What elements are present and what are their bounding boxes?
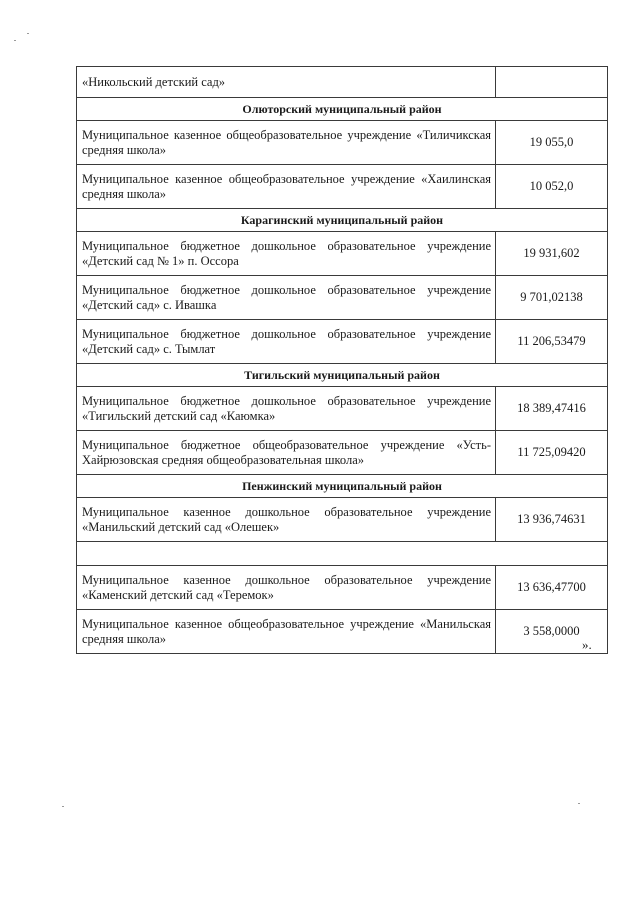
table-row [77,431,608,475]
table-row [77,232,608,276]
region-header-row [77,98,608,121]
institution-name: Муниципальное бюджетное дошкольное образовательное учреждение «Тигильский детский сад «Каюмка» [77,387,496,431]
institution-name: Муниципальное казенное общеобразовательное учреждение «Хаилинская средняя школа» [77,165,496,209]
scan-speck [578,803,580,804]
institution-name: Муниципальное бюджетное общеобразовательное учреждение «Усть-Хайрюзовская средняя общеобразовательная школа» [77,431,496,475]
institution-name: Муниципальное бюджетное дошкольное образовательное учреждение «Детский сад № 1» п. Оссора [77,232,496,276]
region-title: Карагинский муниципальный район [77,209,608,232]
table-row [77,276,608,320]
table-row [77,165,608,209]
institution-name: Муниципальное казенное дошкольное образовательное учреждение «Каменский детский сад «Теремок» [77,566,496,610]
table-row [77,566,608,610]
region-title: Олюторский муниципальный район [77,98,608,121]
funding-table [76,66,608,654]
table-row [77,610,608,654]
institution-name: «Никольский детский сад» [77,67,496,98]
amount-cell: 3 558,0000 [496,610,608,654]
institution-name: Муниципальное бюджетное дошкольное образовательное учреждение «Детский сад» с. Ивашка [77,276,496,320]
table-row [77,387,608,431]
region-header-row [77,209,608,232]
region-title: Пенжинский муниципальный район [77,475,608,498]
institution-name: Муниципальное бюджетное дошкольное образовательное учреждение «Детский сад» с. Тымлат [77,320,496,364]
table-row [77,498,608,542]
amount-cell: 19 931,602 [496,232,608,276]
region-header-row [77,364,608,387]
blank-row [77,542,608,566]
amount-cell: 10 052,0 [496,165,608,209]
amount-cell: 11 206,53479 [496,320,608,364]
closing-quote-mark: ». [582,637,592,652]
table-row [77,67,608,98]
amount-cell: 11 725,09420 [496,431,608,475]
scan-speck [27,33,29,34]
blank-cell [77,542,608,566]
table-row [77,320,608,364]
scan-speck [62,806,64,807]
institution-name: Муниципальное казенное дошкольное образовательное учреждение «Манильский детский сад «Олешек» [77,498,496,542]
region-title: Тигильский муниципальный район [77,364,608,387]
institution-name: Муниципальное казенное общеобразовательное учреждение «Манильская средняя школа» [77,610,496,654]
amount-cell [496,67,608,98]
region-header-row [77,475,608,498]
institution-name: Муниципальное казенное общеобразовательное учреждение «Тиличикская средняя школа» [77,121,496,165]
table-row [77,121,608,165]
amount-cell: 13 936,74631 [496,498,608,542]
amount-cell: 13 636,47700 [496,566,608,610]
amount-cell: 9 701,02138 [496,276,608,320]
amount-cell: 19 055,0 [496,121,608,165]
scan-speck [14,40,16,41]
amount-cell: 18 389,47416 [496,387,608,431]
